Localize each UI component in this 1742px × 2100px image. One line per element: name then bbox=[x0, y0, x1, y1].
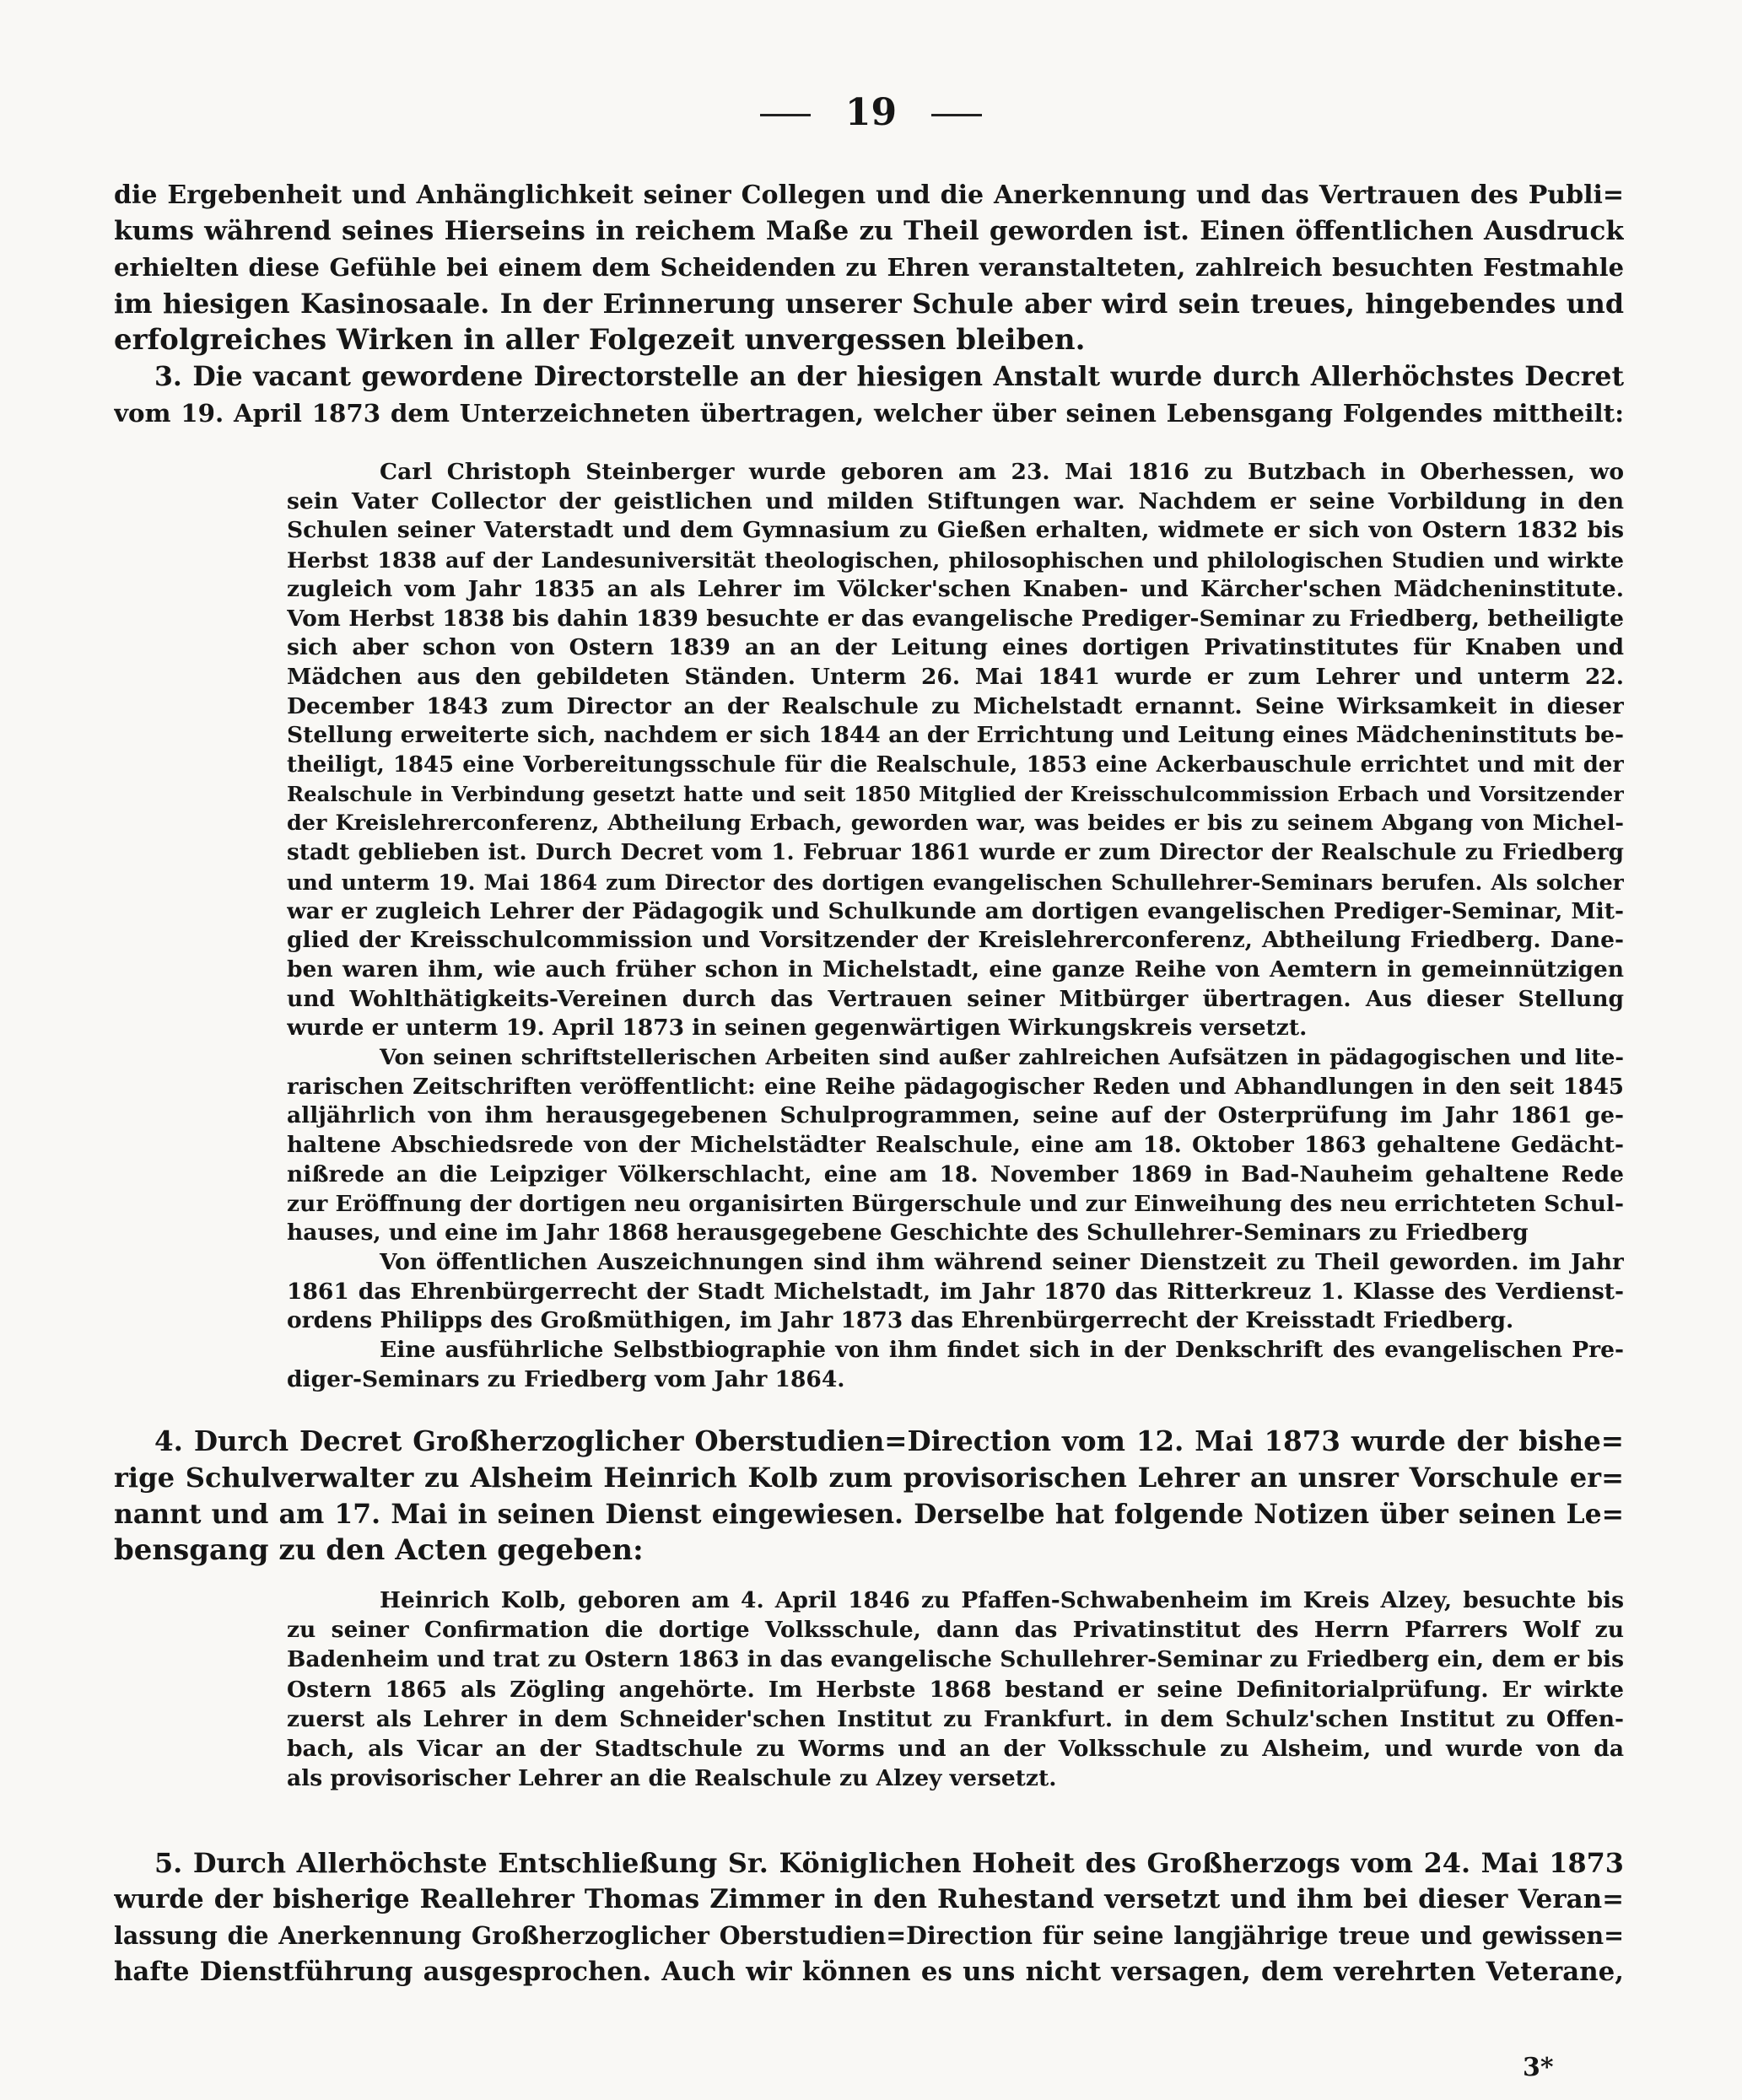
page-header bbox=[0, 91, 1742, 134]
text-line: Vom Herbst 1838 bis dahin 1839 besuchte er das evangelische Prediger-Seminar zu Friedberg, betheiligte bbox=[287, 605, 1624, 632]
text-line: alljährlich von ihm herausgegebenen Schulprogrammen, seine auf der Osterprüfung im Jahr 1861 ge- bbox=[287, 1102, 1624, 1129]
biography-kolb bbox=[287, 1586, 1624, 1793]
text-line: und Wohlthätigkeits-Vereinen durch das Vertrauen seiner Mitbürger übertragen. Aus dieser Stellung bbox=[287, 985, 1624, 1012]
text-line: 4. Durch Decret Großherzoglicher Oberstudien=Direction vom 12. Mai 1873 wurde der bishe= bbox=[154, 1425, 1624, 1457]
text-line: Schulen seiner Vaterstadt und dem Gymnasium zu Gießen erhalten, widmete er sich von Ostern 1832 bis bbox=[287, 517, 1624, 544]
text-line: ordens Philipps des Großmüthigen, im Jahr 1873 das Ehrenbürgerrecht der Kreisstadt Friedberg. bbox=[287, 1307, 1514, 1334]
text-line: 1861 das Ehrenbürgerrecht der Stadt Michelstadt, im Jahr 1870 das Ritterkreuz 1. Klasse des Verdienst- bbox=[287, 1278, 1624, 1305]
text-line: und unterm 19. Mai 1864 zum Director des dortigen evangelischen Schullehrer-Seminars berufen. Als solcher bbox=[287, 869, 1624, 895]
text-line: lassung die Anerkennung Großherzoglicher Oberstudien=Direction für seine langjährige treue und gewissen= bbox=[114, 1921, 1624, 1950]
text-line: bensgang zu den Acten gegeben: bbox=[114, 1533, 644, 1567]
text-line: zur Eröffnung der dortigen neu organisirten Bürgerschule und zur Einweihung des neu errichteten Schul- bbox=[287, 1190, 1624, 1217]
text-line: als provisorischer Lehrer an die Realschule zu Alzey versetzt. bbox=[287, 1765, 1057, 1792]
text-line: im hiesigen Kasinosaale. In der Erinnerung unserer Schule aber wird sein treues, hingebendes und bbox=[114, 288, 1624, 320]
text-line: haltene Abschiedsrede von der Michelstädter Realschule, eine am 18. Oktober 1863 gehaltene Gedächt- bbox=[287, 1132, 1624, 1159]
text-line: rarischen Zeitschriften veröffentlicht: eine Reihe pädagogischer Reden und Abhandlungen in den seit 1845 bbox=[287, 1074, 1624, 1100]
text-line: theiligt, 1845 eine Vorbereitungsschule für die Realschule, 1853 eine Ackerbauschule errichtet und mit der bbox=[287, 752, 1624, 778]
page-number: 19 bbox=[844, 91, 898, 134]
text-line: zuerst als Lehrer in dem Schneider'schen Institut zu Frankfurt. in dem Schulz'schen Institut zu Offen- bbox=[287, 1705, 1624, 1732]
text-line: wurde er unterm 19. April 1873 in seinen gegenwärtigen Wirkungskreis versetzt. bbox=[287, 1015, 1308, 1042]
text-line: diger-Seminars zu Friedberg vom Jahr 1864. bbox=[287, 1365, 845, 1392]
text-line: Eine ausführliche Selbstbiographie von ihm findet sich in der Denkschrift des evangelischen Pre- bbox=[380, 1337, 1624, 1364]
text-line: bach, als Vicar an der Stadtschule zu Worms und an der Volksschule zu Alsheim, und wurde von da bbox=[287, 1736, 1624, 1763]
text-line: kums während seines Hierseins in reichem Maße zu Theil geworden ist. Einen öffentlichen Ausdruck bbox=[114, 216, 1624, 246]
text-line: sein Vater Collector der geistlichen und milden Stiftungen war. Nachdem er seine Vorbildung in den bbox=[287, 487, 1624, 514]
text-line: Badenheim und trat zu Ostern 1863 in das evangelische Schullehrer-Seminar zu Friedberg ein, dem er bis bbox=[287, 1646, 1624, 1673]
text-line: Carl Christoph Steinberger wurde geboren am 23. Mai 1816 zu Butzbach in Oberhessen, wo bbox=[380, 459, 1624, 485]
text-line: rige Schulverwalter zu Alsheim Heinrich Kolb zum provisorischen Lehrer an unsrer Vorschule er= bbox=[114, 1462, 1624, 1494]
text-line: 5. Durch Allerhöchste Entschließung Sr. Königlichen Hoheit des Großherzogs vom 24. Mai 1873 bbox=[154, 1847, 1624, 1879]
text-line: nannt und am 17. Mai in seinen Dienst eingewiesen. Derselbe hat folgende Notizen über seinen Le= bbox=[114, 1499, 1624, 1530]
text-line: hauses, und eine im Jahr 1868 herausgegebene Geschichte des Schullehrer-Seminars zu Friedberg bbox=[287, 1220, 1529, 1247]
text-line: Mädchen aus den gebildeten Ständen. Unterm 26. Mai 1841 wurde er zum Lehrer und unterm 22. bbox=[287, 663, 1624, 690]
biography-steinberger bbox=[287, 458, 1624, 1395]
text-line: der Kreislehrerconferenz, Abtheilung Erbach, geworden war, was beides er bis zu seinem Abgang von Michel- bbox=[287, 810, 1624, 837]
text-line: Heinrich Kolb, geboren am 4. April 1846 zu Pfaffen-Schwabenheim im Kreis Alzey, besuchte bis bbox=[380, 1587, 1624, 1613]
header-ornament-right bbox=[931, 114, 982, 116]
header-ornament-left bbox=[760, 114, 811, 116]
text-line: hafte Dienstführung ausgesprochen. Auch wir können es uns nicht versagen, dem verehrten Veterane, bbox=[114, 1957, 1624, 1987]
paragraph-block-2 bbox=[114, 1424, 1624, 1569]
text-line: 3. Die vacant gewordene Directorstelle an der hiesigen Anstalt wurde durch Allerhöchstes Decret bbox=[154, 361, 1624, 392]
text-line: Von seinen schriftstellerischen Arbeiten sind außer zahlreichen Aufsätzen in pädagogischen und lite- bbox=[380, 1045, 1624, 1071]
text-line: December 1843 zum Director an der Realschule zu Michelstadt ernannt. Seine Wirksamkeit in dieser bbox=[287, 692, 1624, 719]
text-line: Realschule in Verbindung gesetzt hatte und seit 1850 Mitglied der Kreisschulcommission Erbach und Vorsitzender bbox=[287, 781, 1624, 806]
text-line: glied der Kreisschulcommission und Vorsitzender der Kreislehrerconferenz, Abtheilung Friedberg. Dane- bbox=[287, 927, 1624, 954]
text-line: stadt geblieben ist. Durch Decret vom 1. Februar 1861 wurde er zum Director der Realschule zu Friedberg bbox=[287, 839, 1624, 866]
text-line: nißrede an die Leipziger Völkerschlacht, eine am 18. November 1869 in Bad-Nauheim gehaltene Rede bbox=[287, 1160, 1624, 1187]
text-line: erhielten diese Gefühle bei einem dem Scheidenden zu Ehren veranstalteten, zahlreich besuchten Festmahle bbox=[114, 253, 1624, 282]
text-line: Stellung erweiterte sich, nachdem er sich 1844 an der Errichtung und Leitung eines Mädcheninstituts be- bbox=[287, 722, 1624, 749]
text-line: zu seiner Confirmation die dortige Volksschule, dann das Privatinstitut des Herrn Pfarrers Wolf zu bbox=[287, 1617, 1624, 1644]
paragraph-block-1 bbox=[114, 177, 1624, 431]
paragraph-block-3 bbox=[114, 1845, 1624, 1990]
signature-mark: 3* bbox=[1523, 2053, 1554, 2082]
text-line: sich aber schon von Ostern 1839 an an der Leitung eines dortigen Privatinstitutes für Knaben und bbox=[287, 634, 1624, 661]
text-line: erfolgreiches Wirken in aller Folgezeit unvergessen bleiben. bbox=[114, 323, 1086, 357]
text-line: vom 19. April 1873 dem Unterzeichneten übertragen, welcher über seinen Lebensgang Folgendes mittheilt: bbox=[114, 398, 1624, 428]
text-line: zugleich vom Jahr 1835 an als Lehrer im Völcker'schen Knaben- und Kärcher'schen Mädcheninstitute. bbox=[287, 575, 1624, 602]
text-line: Ostern 1865 als Zögling angehörte. Im Herbste 1868 bestand er seine Definitorialprüfung. Er wirkte bbox=[287, 1676, 1624, 1703]
text-line: Herbst 1838 auf der Landesuniversität theologischen, philosophischen und philologischen Studien und wirkte bbox=[287, 547, 1624, 573]
text-line: die Ergebenheit und Anhänglichkeit seiner Collegen und die Anerkennung und das Vertrauen des Publi= bbox=[114, 180, 1624, 210]
text-line: ben waren ihm, wie auch früher schon in Michelstadt, eine ganze Reihe von Aemtern in gemeinnützigen bbox=[287, 956, 1624, 983]
text-line: war er zugleich Lehrer der Pädagogik und Schulkunde am dortigen evangelischen Prediger-Seminar, Mit- bbox=[287, 897, 1624, 924]
text-line: wurde der bisherige Reallehrer Thomas Zimmer in den Ruhestand versetzt und ihm bei dieser Veran= bbox=[114, 1884, 1624, 1914]
text-line: Von öffentlichen Auszeichnungen sind ihm während seiner Dienstzeit zu Theil geworden. im Jahr bbox=[380, 1248, 1624, 1275]
